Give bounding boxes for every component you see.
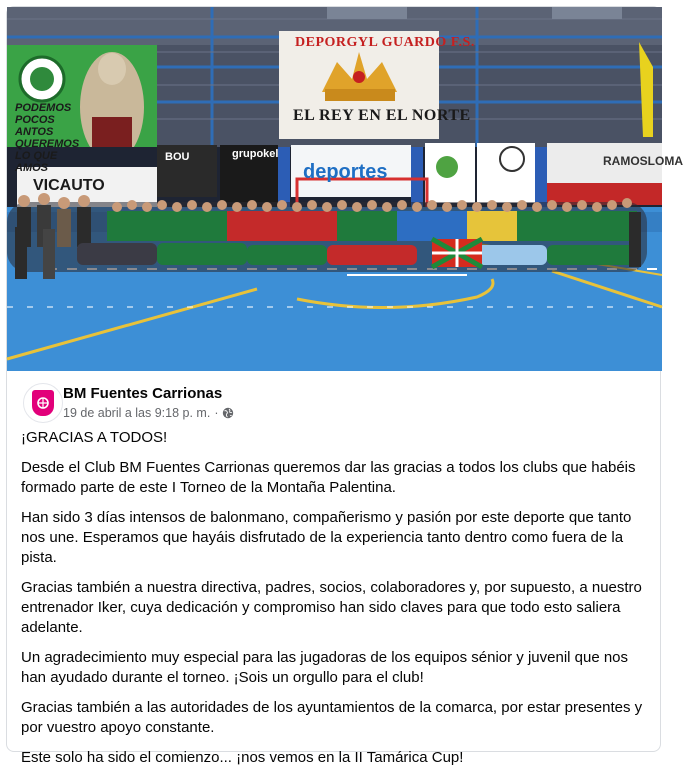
post-timestamp[interactable]: 19 de abril a las 9:18 p. m. — [63, 406, 211, 420]
post-photo[interactable] — [7, 7, 683, 371]
post-paragraph: ¡GRACIAS A TODOS! — [21, 429, 168, 446]
club-crest-icon — [32, 390, 54, 416]
post-paragraph: Este solo ha sido el comienzo... ¡nos vemos en la II Tamárica Cup! — [21, 749, 464, 766]
page-name-link[interactable]: BM Fuentes Carrionas — [63, 385, 223, 402]
board-vicauto: VICAUTO — [33, 177, 105, 194]
meta-separator: · — [214, 406, 219, 420]
board-bou: BOU — [165, 151, 190, 163]
post-header — [7, 371, 660, 423]
banner-bottom-text: EL REY EN EL NORTE — [293, 107, 471, 124]
globe-icon[interactable] — [222, 407, 234, 419]
facebook-post-card — [6, 6, 683, 766]
post-message — [21, 428, 646, 778]
post-paragraph: Gracias también a nuestra directiva, padres, socios, colaboradores y, por supuesto, a nuestro entrenador Iker, cuya dedicación y compromiso han sido claves para que todo esto saliera adelante. — [21, 579, 642, 636]
avatar[interactable] — [23, 383, 63, 423]
board-grupokel: grupokel — [232, 148, 279, 160]
post-paragraph: Desde el Club BM Fuentes Carrionas queremos dar las gracias a todos los clubs que habéis formado parte de este I Torneo de la Montaña Palentina. — [21, 459, 636, 496]
post-paragraph: Gracias también a las autoridades de los ayuntamientos de la comarca, por estar presentes y por vuestro apoyo constante. — [21, 699, 643, 736]
green-banner-text: PODEMOS POCOS ANTOS QUEREMOS LO QUE AMOS — [15, 102, 80, 174]
post-paragraph: Han sido 3 días intensos de balonmano, compañerismo y pasión por este deporte que tanto nos une. Esperamos que hayáis disfrutado de la experiencia tanto dentro como fuera de la pista. — [21, 509, 632, 566]
board-deportes: deportes — [303, 161, 388, 183]
post-meta — [63, 406, 234, 420]
banner-top-text: DEPORGYL GUARDO F.S. — [295, 35, 475, 50]
post-paragraph: Un agradecimiento muy especial para las jugadoras de los equipos sénior y juvenil que nos han ayudado durante el torneo. ¡Sois un orgullo para el club! — [21, 649, 629, 686]
board-ramosloma: RAMOSLOMA — [603, 154, 683, 168]
team-photo-illustration — [7, 7, 662, 371]
